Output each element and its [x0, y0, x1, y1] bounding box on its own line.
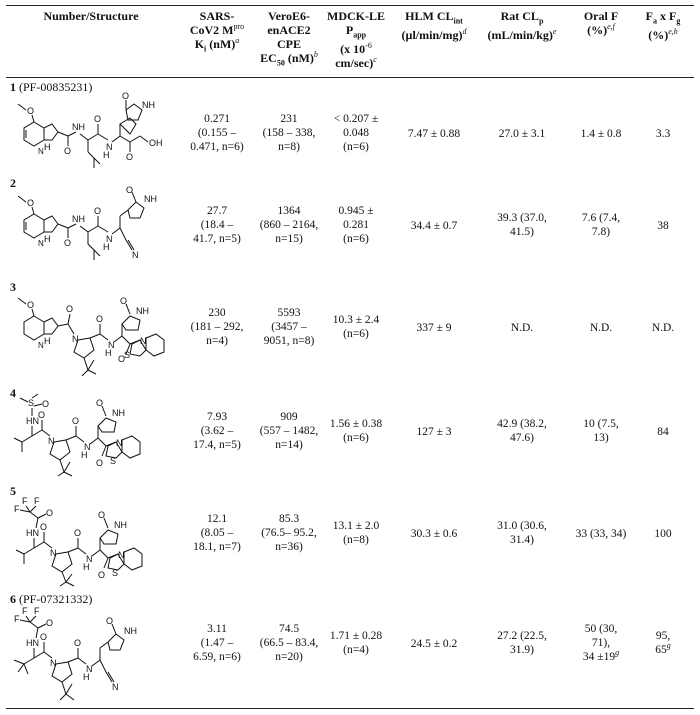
svg-text:H: H: [103, 242, 110, 252]
svg-text:O: O: [98, 510, 106, 520]
header-rat-clp: Rat $CL_p$ $(mL/\min/kg)^e$: [487, 9, 557, 43]
svg-text:OH: OH: [149, 138, 163, 148]
row-3-rat: N.D.: [510, 322, 534, 334]
svg-text:HN: HN: [26, 528, 39, 538]
svg-text:N: N: [86, 664, 93, 674]
svg-text:HN: HN: [26, 416, 39, 426]
structure-6-image: [8, 606, 178, 706]
svg-text:N: N: [38, 147, 44, 156]
svg-text:O: O: [94, 206, 102, 216]
row-5-fa: 100: [654, 528, 672, 540]
row-3-ec50: 5593 (3457 – 9051, n=8): [263, 307, 315, 347]
structure-5-image: [8, 496, 178, 586]
structure-1-image: [8, 91, 178, 172]
svg-text:O: O: [74, 528, 82, 538]
svg-text:H: H: [83, 672, 90, 682]
header-fa-fg: $F_a$ x $F_g$ (%)$^{e,h}$: [645, 9, 681, 43]
svg-text:F: F: [22, 606, 28, 616]
row-5-papp: 13.1 ± 2.0 (n=8): [332, 520, 380, 546]
svg-text:N: N: [38, 341, 44, 350]
row-2-papp: 0.945 ± 0.281 (n=6): [338, 205, 374, 245]
row-2-ec50: 1364 (860 – 2164, n=15): [259, 205, 319, 245]
row-3-oral: N.D.: [589, 322, 613, 334]
svg-text:N: N: [116, 438, 123, 448]
svg-text:O: O: [96, 458, 104, 468]
svg-text:O: O: [40, 522, 48, 532]
row-4-hlm: 127 ± 3: [416, 426, 452, 438]
row-6-oral: 50 (30, 71), $34 \pm 19^g$: [582, 623, 620, 663]
svg-text:O: O: [40, 632, 48, 642]
svg-text:O: O: [66, 304, 74, 314]
svg-text:O: O: [42, 399, 50, 409]
row-2-hlm: 34.4 ± 0.7: [410, 220, 458, 232]
svg-text:O: O: [120, 296, 128, 306]
svg-text:H: H: [44, 336, 51, 346]
svg-text:N: N: [106, 142, 113, 152]
svg-text:H: H: [44, 234, 51, 244]
svg-text:O: O: [122, 91, 130, 101]
svg-text:NH: NH: [124, 626, 137, 636]
svg-text:O: O: [27, 300, 35, 310]
row-3-fa: N.D.: [651, 322, 675, 334]
structure-4-image: [8, 394, 178, 476]
row-1-fa: 3.3: [655, 128, 671, 140]
svg-text:F: F: [34, 496, 40, 506]
row-2-oral: 7.6 (7.4, 7.8): [581, 212, 621, 238]
header-oral-f: Oral F (%)$^{e,f}$: [583, 9, 619, 37]
row-2-label: 2: [10, 176, 16, 190]
svg-text:N: N: [140, 336, 147, 346]
svg-text:NH: NH: [136, 306, 149, 316]
row-5-ec50: 85.3 (76.5– 95.2, n=36): [261, 513, 317, 553]
svg-text:O: O: [106, 616, 114, 626]
row-2-rat: 39.3 (37.0, 41.5): [497, 212, 547, 238]
structure-3-image: [8, 290, 178, 382]
svg-text:O: O: [38, 410, 46, 420]
row-6-hlm: 24.5 ± 0.2: [410, 638, 458, 650]
table-bottom-rule: [6, 708, 694, 709]
svg-text:H: H: [103, 150, 110, 160]
svg-text:O: O: [72, 416, 80, 426]
svg-text:N: N: [108, 340, 115, 350]
row-1-hlm: 7.47 ± 0.88: [407, 128, 461, 140]
row-2-fa: 38: [657, 220, 669, 232]
svg-text:O: O: [98, 570, 106, 580]
svg-text:S: S: [124, 350, 131, 360]
row-1-ec50: 231 (158 – 338, n=8): [262, 113, 316, 153]
row-4-fa: 84: [657, 426, 669, 438]
structure-2-image: [8, 185, 178, 268]
row-1-rat: 27.0 ± 3.1: [498, 128, 546, 140]
svg-text:HN: HN: [26, 638, 39, 648]
row-6-rat: 27.2 (22.5, 31.9): [497, 630, 547, 656]
svg-text:H: H: [83, 562, 90, 572]
header-papp: MDCK-LE $P_{app}$ (x $10^{-6}$ cm/sec)$^c$: [327, 9, 385, 71]
svg-text:NH: NH: [112, 408, 125, 418]
svg-text:S: S: [110, 456, 117, 466]
svg-text:O: O: [96, 398, 104, 408]
row-5-hlm: 30.3 ± 0.6: [410, 528, 458, 540]
row-4-oral: 10 (7.5, 13): [583, 418, 619, 444]
svg-text:O: O: [74, 638, 82, 648]
svg-text:NH: NH: [144, 194, 157, 204]
svg-text:H: H: [44, 142, 51, 152]
svg-text:O: O: [126, 185, 134, 195]
row-1-oral: 1.4 ± 0.8: [580, 128, 622, 140]
row-6-ki: 3.11 (1.47 – 6.59, n=6): [193, 623, 241, 663]
svg-text:NH: NH: [142, 100, 155, 110]
row-6-papp: 1.71 ± 0.28 (n=4): [329, 630, 383, 656]
svg-text:S: S: [112, 568, 119, 578]
svg-text:H: H: [81, 450, 88, 460]
header-hlm: HLM $CL_{int}$ $(\mu l/\min/mg)^d$: [401, 9, 467, 43]
svg-text:O: O: [64, 146, 72, 156]
svg-text:N: N: [106, 234, 113, 244]
row-3-label: 3: [10, 280, 16, 294]
svg-text:O: O: [46, 508, 54, 518]
row-3-ki: 230 (181 – 292, n=4): [190, 307, 244, 347]
svg-text:F: F: [34, 606, 40, 616]
svg-text:F: F: [14, 614, 20, 624]
header-ec50: VeroE6- enACE2 CPE $EC_{50}$ (nM)$^b$: [260, 9, 318, 68]
svg-text:S: S: [28, 398, 35, 408]
row-5-oral: 33 (33, 34): [575, 528, 627, 540]
svg-text:N: N: [38, 239, 44, 248]
svg-text:N: N: [72, 334, 79, 344]
svg-text:O: O: [126, 152, 134, 162]
row-4-rat: 42.9 (38.2, 47.6): [497, 418, 547, 444]
svg-text:NH: NH: [114, 520, 127, 530]
svg-text:F: F: [22, 496, 28, 506]
svg-text:O: O: [27, 198, 35, 208]
svg-text:O: O: [27, 106, 35, 116]
svg-text:N: N: [48, 436, 55, 446]
svg-text:N: N: [84, 442, 91, 452]
row-1-papp: < 0.207 ± 0.048 (n=6): [333, 113, 379, 153]
row-5-ki: 12.1 (8.05 – 18.1, n=7): [193, 513, 241, 553]
row-4-ec50: 909 (557 – 1482, n=14): [259, 411, 319, 451]
table-header-rule: [6, 77, 694, 78]
row-5-label: 5: [10, 484, 16, 498]
row-6-label: 6 (PF-07321332): [10, 592, 93, 606]
row-3-papp: 10.3 ± 2.4 (n=6): [332, 314, 380, 340]
svg-text:O: O: [64, 238, 72, 248]
svg-text:O: O: [118, 354, 126, 364]
row-6-ec50: 74.5 (66.5 – 83.4, n=20): [259, 623, 319, 663]
svg-text:O: O: [94, 114, 102, 124]
row-5-rat: 31.0 (30.6, 31.4): [497, 520, 547, 546]
header-ki: SARS- CoV2 $M^{pro}$ $K_i$ (nM)$^a$: [189, 9, 245, 54]
svg-text:F: F: [14, 504, 20, 514]
row-4-papp: 1.56 ± 0.38 (n=6): [329, 418, 383, 444]
row-4-ki: 7.93 (3.62 – 17.4, n=5): [193, 411, 241, 451]
row-4-label: 4: [10, 386, 16, 400]
svg-text:O: O: [96, 314, 104, 324]
svg-text:N: N: [50, 658, 57, 668]
svg-text:H: H: [105, 348, 112, 358]
row-2-ki: 27.7 (18.4 – 41.7, n=5): [193, 205, 241, 245]
header-structure: Number/Structure: [43, 9, 139, 23]
svg-text:N: N: [112, 682, 119, 692]
row-3-hlm: 337 ± 9: [416, 322, 452, 334]
svg-text:O: O: [46, 618, 54, 628]
table-top-rule: [6, 5, 694, 6]
svg-text:NH: NH: [72, 214, 85, 224]
row-1-ki: 0.271 (0.155 – 0.471, n=6): [190, 113, 244, 153]
svg-text:N: N: [132, 250, 139, 260]
svg-text:N: N: [118, 550, 125, 560]
svg-text:N: N: [86, 554, 93, 564]
svg-text:NH: NH: [72, 122, 85, 132]
row-1-label: 1 (PF-00835231): [10, 80, 93, 94]
svg-text:N: N: [50, 548, 57, 558]
row-6-fa: 95, 65$^g$: [655, 630, 671, 656]
